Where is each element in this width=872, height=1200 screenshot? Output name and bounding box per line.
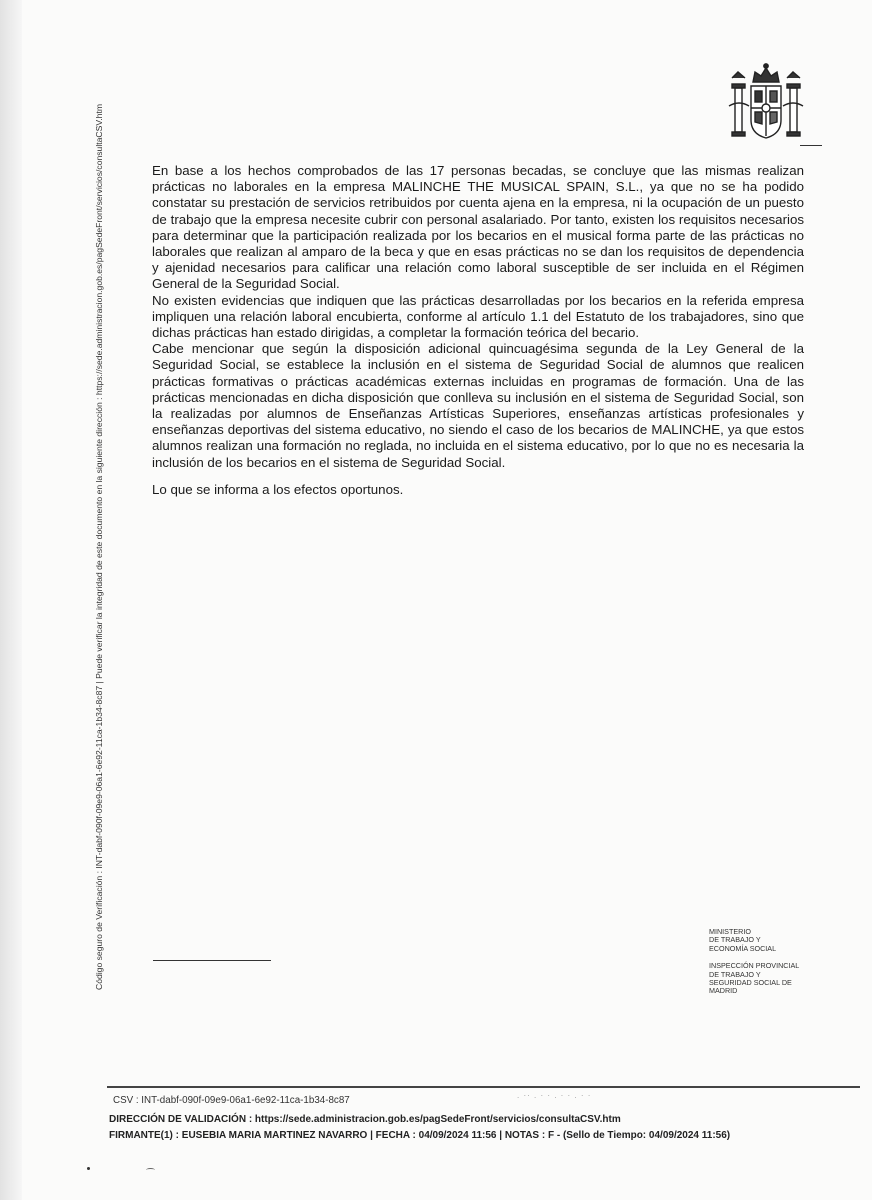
scan-mark xyxy=(146,1168,155,1172)
footer-divider xyxy=(107,1086,860,1088)
footer-csv: CSV : INT-dabf-090f-09e9-06a1-6e92-11ca-1b34-8c87 xyxy=(113,1095,350,1106)
spanish-coat-of-arms-icon xyxy=(727,62,805,148)
report-body xyxy=(152,163,804,471)
paragraph-no-evidence: No existen evidencias que indiquen que las prácticas desarrolladas por los becarios en la referida empresa impliquen una relación laboral encubierta, conforme al artículo 1.1 del Estatuto de los trabajadores, sino que dichas prácticas han estado dirigidas, a completar la formación teórica del becario. xyxy=(152,292,804,341)
ministry-stamp xyxy=(709,928,799,996)
scan-noise: . ·· . · · . · · . · · xyxy=(517,1091,592,1100)
office-line: INSPECCIÓN PROVINCIAL xyxy=(709,961,800,971)
signature-line xyxy=(153,960,271,961)
footer-validation-url: DIRECCIÓN DE VALIDACIÓN : https://sede.administracion.gob.es/pagSedeFront/servicios/consultaCSV.htm xyxy=(109,1114,621,1125)
office-line: MADRID xyxy=(709,986,738,996)
verification-side-note: Código seguro de Verificación : INT-dabf-090f-09e9-06a1-6e92-11ca-1b34-8c87 | Puede verificar la integridad de este documento en la siguiente dirección : https://sede.administracion.gob.es/pagSedeFront/servicios/consultaCSV.htm xyxy=(94,103,104,990)
ministry-line: MINISTERIO xyxy=(709,927,751,936)
header-dash xyxy=(800,145,822,146)
paragraph-conclusion: En base a los hechos comprobados de las 17 personas becadas, se concluye que las mismas realizan prácticas no laborales en la empresa MALINCHE THE MUSICAL SPAIN, S.L., ya que no se ha podido constatar su prestación de servicios retribuidos por cuenta ajena en la empresa, ni la ocupación de un puesto de trabajo que la empresa necesite cubrir con personal asalariado. Por tanto, existen los requisitos necesarios para determinar que la participación realizada por los becarios en el musical forma parte de las prácticas no laborales que realizan al amparo de la beca y que en esas prácticas no se dan los requisitos de dependencia y ajenidad necesarios para calificar una relación como laboral susceptible de ser incluida en el Régimen General de la Seguridad Social. xyxy=(152,163,804,292)
paragraph-legal-provision: Cabe mencionar que según la disposición adicional quincuagésima segunda de la Ley General de la Seguridad Social, se establece la inclusión en el sistema de Seguridad Social de alumnos que realicen prácticas formativas o prácticas académicas externas incluidas en programas de formación. Una de las prácticas mencionadas en dicha disposición que conlleva su inclusión en el sistema de Seguridad Social, son la realizadas por alumnos de Enseñanzas Artísticas Superiores, enseñanzas artísticas profesionales y enseñanzas deportivas del sistema educativo, no siendo el caso de los becarios de MALINCHE, ya que estos alumnos realizan una formación no reglada, no incluida en el sistema educativo, por lo que no es necesaria la inclusión de los becarios en el sistema de Seguridad Social. xyxy=(152,341,804,470)
office-line: SEGURIDAD SOCIAL DE xyxy=(709,978,792,988)
ministry-line: DE TRABAJO Y xyxy=(709,935,761,945)
footer-signer: FIRMANTE(1) : EUSEBIA MARIA MARTINEZ NAVARRO | FECHA : 04/09/2024 11:56 | NOTAS : F - (Sello de Tiempo: 04/09/2024 11:56) xyxy=(109,1130,731,1141)
page-edge-shadow xyxy=(0,0,22,1200)
scan-dot xyxy=(87,1167,90,1170)
closing-line: Lo que se informa a los efectos oportunos. xyxy=(152,482,404,497)
ministry-line: ECONOMÍA SOCIAL xyxy=(709,943,777,953)
office-line: DE TRABAJO Y xyxy=(709,969,761,979)
